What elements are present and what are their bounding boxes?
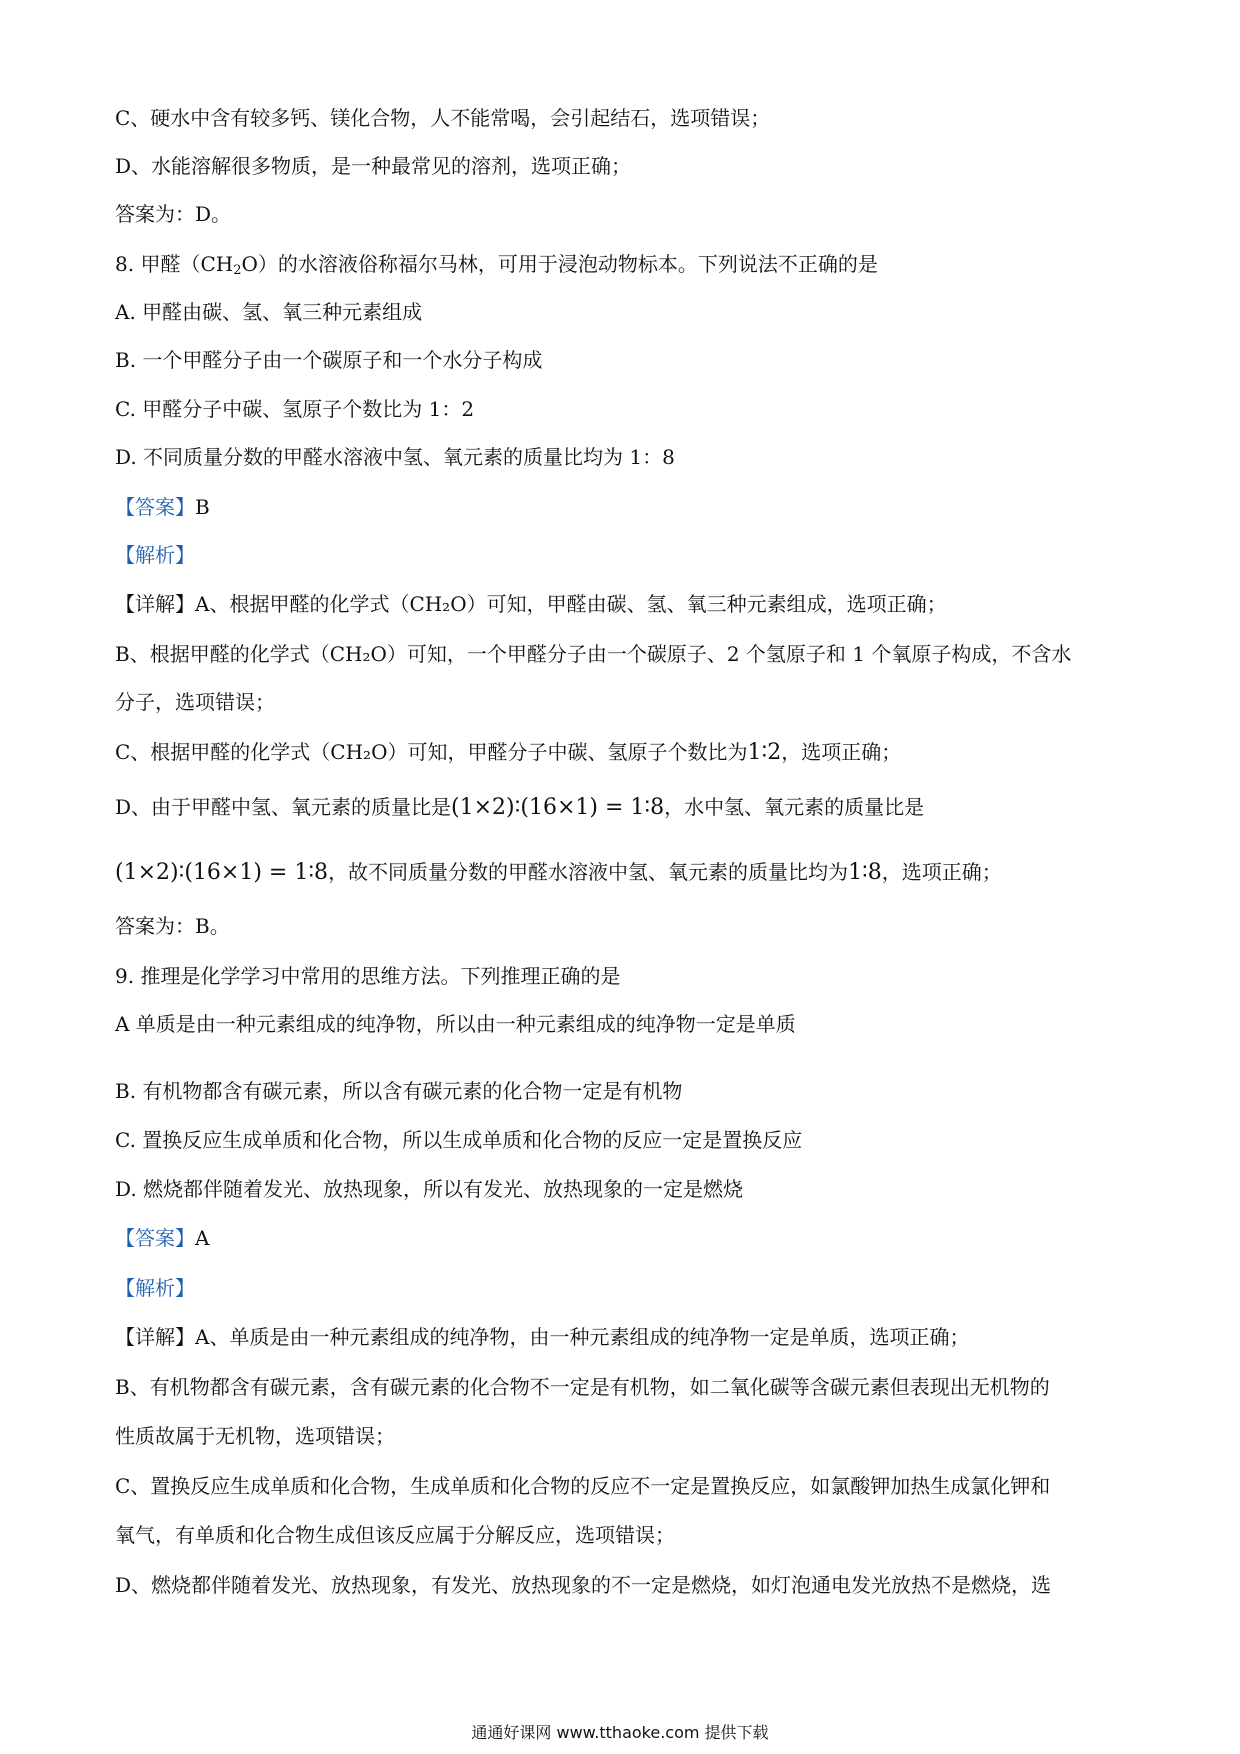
q9-detail-c-line2: 氧气，有单质和化合物生成但该反应属于分解反应，选项错误； [115, 1523, 675, 1547]
q8-detail-d-line2: (1×2)∶(16×1) = 1∶8，故不同质量分数的甲醛水溶液中氢、氧元素的质量比均为1∶8，选项正确； [115, 860, 1002, 885]
q8-answer: 【答案】B [115, 495, 210, 519]
q8-analysis-tag: 【解析】 [115, 543, 195, 567]
q8-detail-b-line1: B、根据甲醛的化学式（CH₂O）可知，一个甲醛分子由一个碳原子、2 个氢原子和 1 个氧原子构成，不含水 [115, 642, 1072, 666]
answer-tag: 【答案】 [115, 1226, 195, 1250]
q9-option-d: D. 燃烧都伴随着发光、放热现象，所以有发光、放热现象的一定是燃烧 [115, 1177, 744, 1201]
q9-detail-a: 【详解】A、单质是由一种元素组成的纯净物，由一种元素组成的纯净物一定是单质，选项正确； [115, 1325, 970, 1349]
q9-detail-d-line1: D、燃烧都伴随着发光、放热现象，有发光、放热现象的不一定是燃烧，如灯泡通电发光放热不是燃烧，选 [115, 1573, 1052, 1597]
q8-option-c: C. 甲醛分子中碳、氢原子个数比为 1：2 [115, 397, 475, 421]
q9-option-c: C. 置换反应生成单质和化合物，所以生成单质和化合物的反应一定是置换反应 [115, 1128, 803, 1152]
prev-option-d: D、水能溶解很多物质，是一种最常见的溶剂，选项正确； [115, 154, 632, 178]
q8-detail-d-line1: D、由于甲醛中氢、氧元素的质量比是(1×2)∶(16×1) = 1∶8，水中氢、氧元素的质量比是 [115, 795, 925, 820]
q9-answer: 【答案】A [115, 1226, 210, 1250]
q8-option-a: A. 甲醛由碳、氢、氧三种元素组成 [115, 300, 423, 324]
q8-option-b: B. 一个甲醛分子由一个碳原子和一个水分子构成 [115, 348, 543, 372]
prev-answer: 答案为：D。 [115, 202, 232, 226]
q9-option-a: A 单质是由一种元素组成的纯净物，所以由一种元素组成的纯净物一定是单质 [115, 1012, 796, 1036]
q8-detail-c: C、根据甲醛的化学式（CH₂O）可知，甲醛分子中碳、氢原子个数比为1∶2，选项正确； [115, 740, 902, 765]
mass-ratio-formula: (1×2)∶(16×1) = 1∶8 [451, 795, 665, 820]
q8-option-d: D. 不同质量分数的甲醛水溶液中氢、氧元素的质量比均为 1：8 [115, 445, 675, 469]
q9-stem: 9. 推理是化学学习中常用的思维方法。下列推理正确的是 [115, 964, 621, 988]
prev-option-c: C、硬水中含有较多钙、镁化合物，人不能常喝，会引起结石，选项错误； [115, 106, 771, 130]
answer-tag: 【答案】 [115, 495, 195, 519]
q9-detail-b-line2: 性质故属于无机物，选项错误； [115, 1424, 395, 1448]
ratio-formula: 1∶8 [848, 860, 882, 885]
q8-stem: 8. 甲醛$(CH_2O)$的水溶液俗称福尔马林，可用于浸泡动物标本。下列说法不正确的是 [115, 252, 878, 278]
page-footer: 通通好课网 www.tthaoke.com 提供下载 [471, 1723, 769, 1742]
mass-ratio-formula: (1×2)∶(16×1) = 1∶8 [115, 860, 329, 885]
q9-detail-b-line1: B、有机物都含有碳元素，含有碳元素的化合物不一定是有机物，如二氧化碳等含碳元素但表现出无机物的 [115, 1375, 1050, 1399]
q8-final-answer: 答案为：B。 [115, 914, 230, 938]
q9-detail-c-line1: C、置换反应生成单质和化合物，生成单质和化合物的反应不一定是置换反应，如氯酸钾加热生成氯化钾和 [115, 1474, 1051, 1498]
q8-detail-a: 【详解】A、根据甲醛的化学式（CH₂O）可知，甲醛由碳、氢、氧三种元素组成，选项正确； [115, 592, 947, 616]
q8-detail-b-line2: 分子，选项错误； [115, 690, 275, 714]
q9-option-b: B. 有机物都含有碳元素，所以含有碳元素的化合物一定是有机物 [115, 1079, 683, 1103]
ratio-formula: 1∶2 [747, 740, 782, 765]
q9-analysis-tag: 【解析】 [115, 1276, 195, 1300]
